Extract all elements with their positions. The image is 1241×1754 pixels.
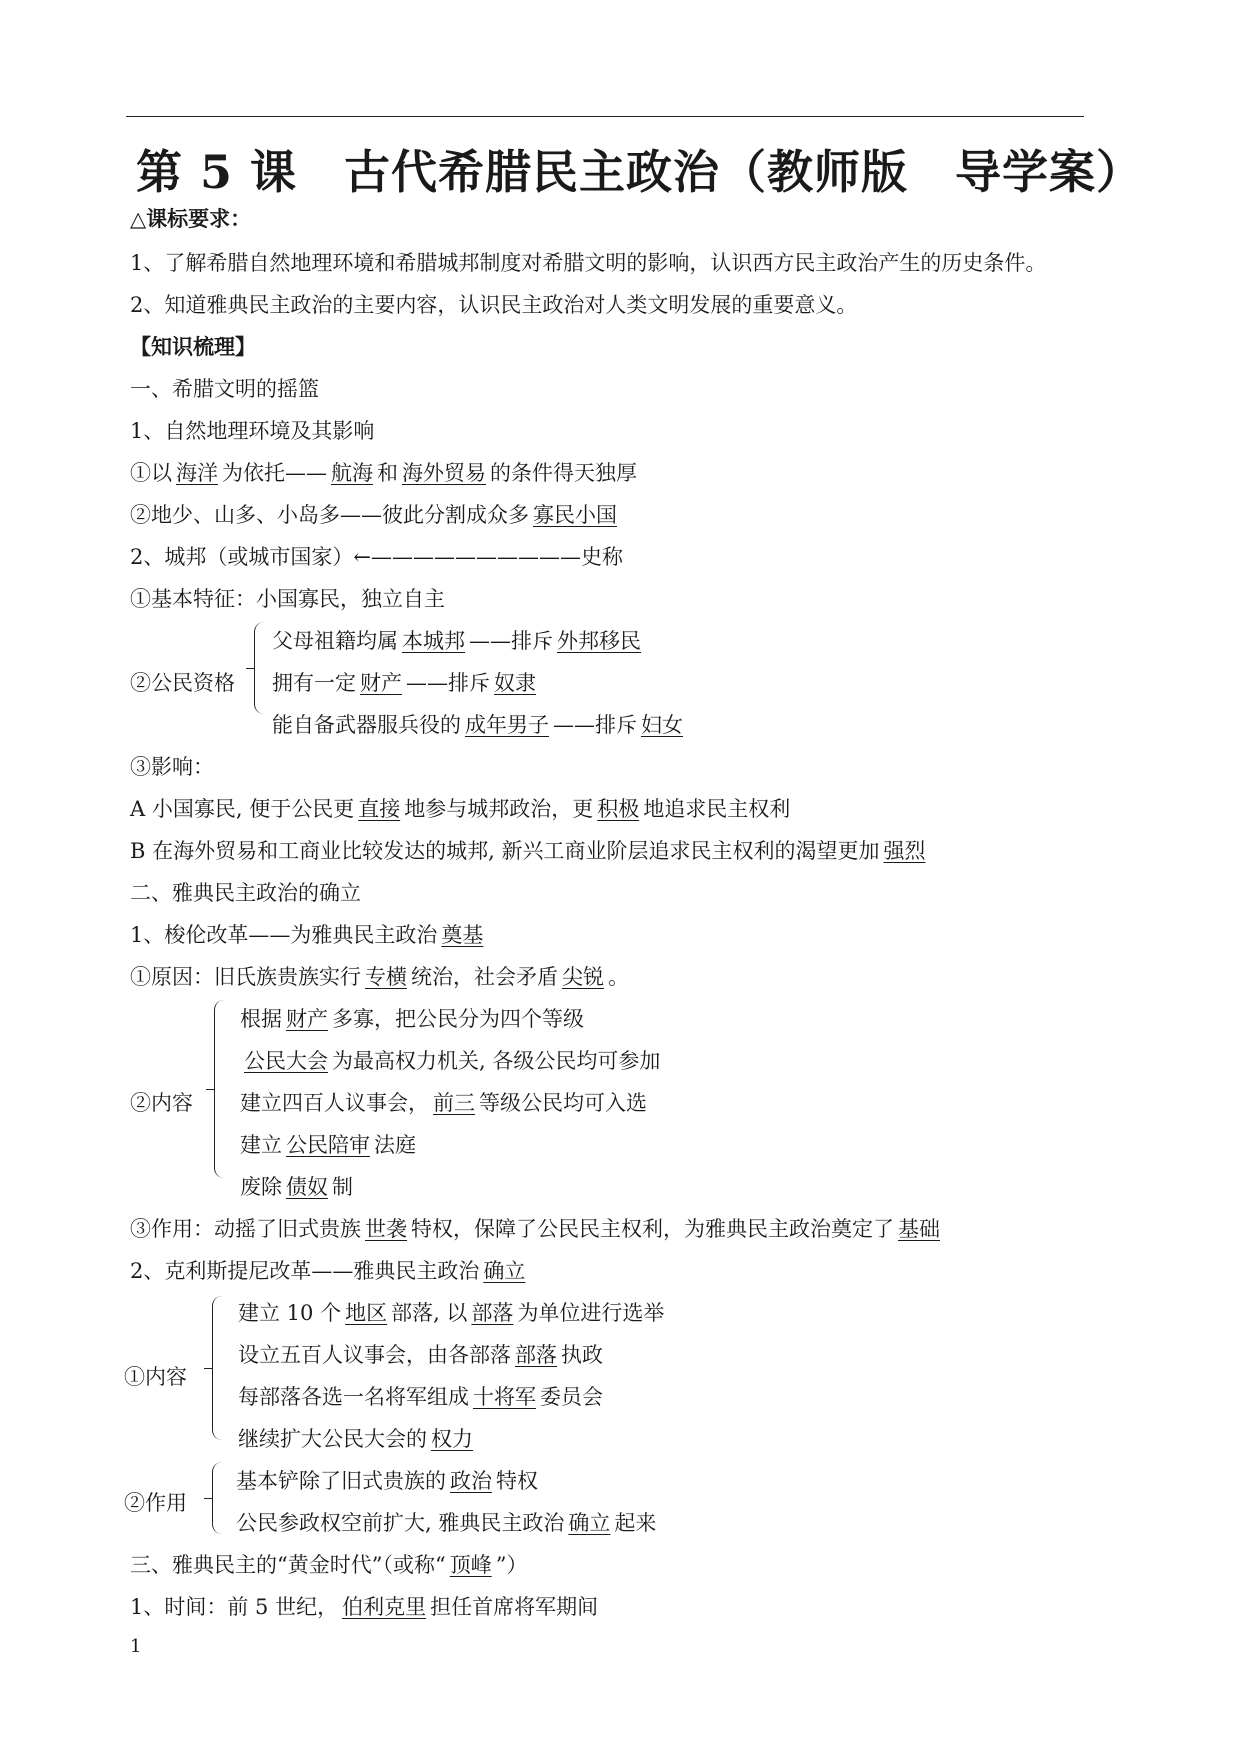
text-line: ①基本特征：小国寡民，独立自主	[130, 587, 445, 611]
section-heading: 二、雅典民主政治的确立	[130, 881, 361, 905]
text-line: 继续扩大公民大会的 权力	[238, 1426, 477, 1452]
text-line: 建立 10 个 地区 部落, 以 部落 为单位进行选举	[238, 1301, 665, 1325]
text-line: 能自备武器服兵役的 成年男子 ——排斥 妇女	[272, 712, 687, 738]
effect-label: ②作用	[124, 1491, 187, 1515]
blank-answer: 部落	[471, 1301, 514, 1325]
blank-answer: 外邦移民	[557, 629, 641, 653]
blank-answer: 积极	[597, 797, 640, 821]
blank-answer: 债奴	[286, 1175, 328, 1199]
section-heading: 三、雅典民主的“黄金时代”（或称“ 顶峰 ”）	[130, 1553, 528, 1577]
blank-answer: 世袭	[365, 1217, 407, 1241]
text-line: 公民大会 为最高权力机关, 各级公民均可参加	[240, 1048, 660, 1074]
top-rule	[126, 116, 1084, 117]
text-line: ①原因：旧氏族贵族实行 专横 统治，社会矛盾 尖锐 。	[130, 965, 629, 989]
text-line: A 小国寡民, 便于公民更 直接 地参与城邦政治，更 积极 地追求民主权利	[130, 797, 791, 821]
left-brace	[212, 1296, 223, 1440]
blank-answer: 政治	[450, 1469, 492, 1493]
blank-answer: 直接	[358, 797, 401, 821]
blank-answer: 奴隶	[494, 671, 536, 695]
blank-answer: 专横	[365, 965, 407, 989]
blank-answer: 确立	[568, 1511, 611, 1535]
blank-answer: 地区	[345, 1301, 388, 1325]
blank-answer: 公民陪审	[286, 1133, 370, 1157]
left-brace	[214, 1000, 225, 1178]
blank-answer: 权力	[431, 1427, 473, 1451]
text-line: 设立五百人议事会，由各部落 部落 执政	[238, 1343, 603, 1367]
text-line: ③作用：动摇了旧式贵族 世袭 特权，保障了公民民主权利，为雅典民主政治奠定了 基础	[130, 1216, 944, 1242]
left-brace	[254, 622, 265, 714]
subheading: 2、克利斯提尼改革——雅典民主政治 确立	[130, 1258, 529, 1284]
blank-answer: 强烈	[883, 839, 926, 863]
requirements-label: △课标要求：	[130, 206, 252, 231]
blank-answer: 财产	[286, 1007, 328, 1031]
requirement-item: 2、知道雅典民主政治的主要内容，认识民主政治对人类文明发展的重要意义。	[130, 293, 858, 317]
text-line: ①以 海洋 为依托—— 航海 和 海外贸易 的条件得天独厚	[130, 461, 637, 485]
subheading: 1、梭伦改革——为雅典民主政治 奠基	[130, 922, 487, 948]
left-brace	[212, 1462, 223, 1534]
blank-answer: 航海	[331, 461, 373, 485]
blank-answer: 成年男子	[465, 713, 549, 737]
subheading: 1、自然地理环境及其影响	[130, 419, 375, 443]
text-line: 每部落各选一名将军组成 十将军 委员会	[238, 1385, 603, 1409]
section-heading: 一、希腊文明的摇篮	[130, 377, 319, 401]
blank-answer: 前三	[433, 1091, 475, 1115]
blank-answer: 确立	[483, 1259, 526, 1283]
requirement-item: 1、了解希腊自然地理环境和希腊城邦制度对希腊文明的影响，认识西方民主政治产生的历史条件。	[130, 251, 1047, 275]
blank-answer: 寡民小国	[533, 503, 617, 527]
content-label: ②内容	[130, 1091, 193, 1115]
subheading: 2、城邦（或城市国家）←——————————史称	[130, 545, 623, 569]
text-line: 根据 财产 多寡，把公民分为四个等级	[240, 1007, 584, 1031]
text-line: ②地少、山多、小岛多——彼此分割成众多 寡民小国	[130, 502, 621, 528]
blank-answer: 妇女	[641, 713, 683, 737]
text-line: 公民参政权空前扩大, 雅典民主政治 确立 起来	[236, 1511, 657, 1535]
knowledge-label: 【知识梳理】	[130, 334, 256, 359]
page-title: 第 5 课 古代希腊民主政治（教师版 导学案）	[136, 145, 1144, 199]
blank-answer: 基础	[898, 1217, 940, 1241]
blank-answer: 奠基	[441, 923, 484, 947]
blank-answer: 本城邦	[402, 629, 465, 653]
citizen-label: ②公民资格	[130, 671, 235, 695]
text-line: 父母祖籍均属 本城邦 ——排斥 外邦移民	[272, 628, 645, 654]
blank-answer: 顶峰	[449, 1553, 492, 1577]
blank-answer: 财产	[360, 671, 402, 695]
blank-answer: 海洋	[176, 461, 218, 485]
text-line: 1、时间：前 5 世纪， 伯利克里 担任首席将军期间	[130, 1595, 599, 1619]
text-line: 建立四百人议事会， 前三 等级公民均可入选	[240, 1091, 647, 1115]
blank-answer: 十将军	[473, 1385, 536, 1409]
blank-answer: 海外贸易	[402, 461, 486, 485]
text-line: B 在海外贸易和工商业比较发达的城邦, 新兴工商业阶层追求民主权利的渴望更加 强烈	[130, 838, 929, 864]
content-label: ①内容	[124, 1365, 187, 1389]
blank-answer: 公民大会	[244, 1049, 328, 1073]
text-line: 拥有一定 财产 ——排斥 奴隶	[272, 670, 540, 696]
blank-answer: 伯利克里	[342, 1595, 427, 1619]
text-line: 建立 公民陪审 法庭	[240, 1133, 416, 1157]
text-line: 基本铲除了旧式贵族的 政治 特权	[236, 1469, 538, 1493]
text-line: 废除 债奴 制	[240, 1175, 353, 1199]
page-number: 1	[130, 1636, 142, 1657]
text-line: ③影响：	[130, 755, 214, 779]
blank-answer: 尖锐	[562, 965, 604, 989]
blank-answer: 部落	[515, 1343, 557, 1367]
